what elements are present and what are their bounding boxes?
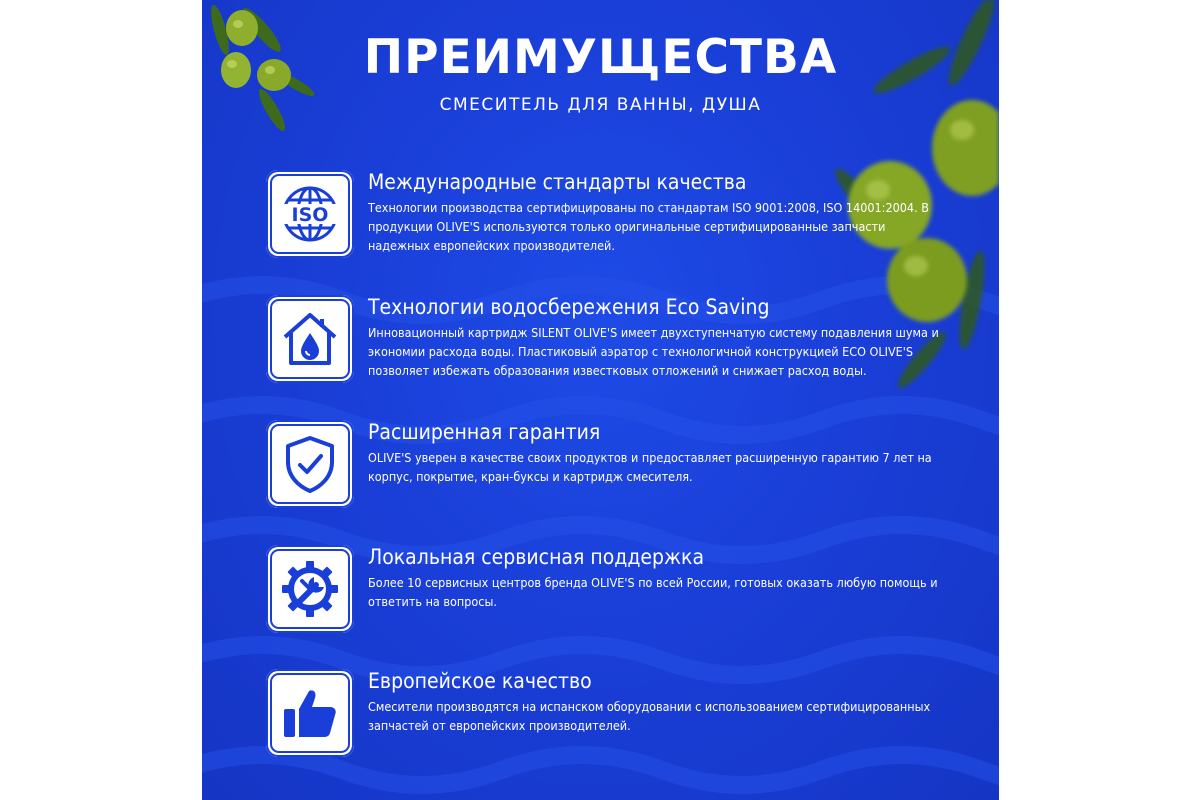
feature-description: Более 10 сервисных центров бренда OLIVE'S по всей России, готовых оказать любую помощь и ответить на вопросы. xyxy=(368,575,938,609)
feature-item-service-support xyxy=(266,545,966,637)
feature-icon-box xyxy=(266,669,354,757)
feature-item-european-quality xyxy=(266,669,966,761)
feature-icon-box xyxy=(266,170,354,258)
shield-check-icon xyxy=(280,434,340,494)
feature-title: Расширенная гарантия xyxy=(368,420,601,444)
house-water-drop-icon xyxy=(280,309,340,369)
feature-description: OLIVE'S уверен в качестве своих продуктов и предоставляет расширенную гарантию 7 лет на корпус, покрытие, кран-буксы и картридж смесителя. xyxy=(368,450,932,484)
page-title: ПРЕИМУЩЕСТВА xyxy=(363,30,838,85)
iso-globe-icon xyxy=(280,184,340,244)
feature-title: Европейское качество xyxy=(368,669,592,693)
advantages-banner xyxy=(202,0,999,800)
feature-description: Технологии производства сертифицированы по стандартам ISO 9001:2008, ISO 14001:2004. В продукции OLIVE'S используются только оригинальные сертифицированные запчасти надежных европейских производителей. xyxy=(368,200,929,253)
feature-icon-box xyxy=(266,420,354,508)
feature-item-quality-standards xyxy=(266,170,966,262)
feature-icon-box xyxy=(266,295,354,383)
page-subtitle: СМЕСИТЕЛЬ ДЛЯ ВАННЫ, ДУША xyxy=(439,95,762,115)
feature-description: Инновационный картридж SILENT OLIVE'S имеет двухступенчатую систему подавления шума и экономии расхода воды. Пластиковый аэратор с технологичной конструкцией ECO OLIVE'S позволяет избежать образования известковых отложений и снижает расход воды. xyxy=(368,325,939,378)
feature-title: Технологии водосбережения Eco Saving xyxy=(368,295,770,319)
feature-item-eco-saving xyxy=(266,295,966,387)
feature-title: Международные стандарты качества xyxy=(368,170,747,194)
iso-icon-label: ISO xyxy=(291,204,329,226)
thumbs-up-icon xyxy=(280,683,340,743)
feature-description: Смесители производятся на испанском оборудовании с использованием сертифицированных запчастей от европейских производителей. xyxy=(368,699,931,733)
gear-wrench-icon xyxy=(280,559,340,619)
feature-item-warranty xyxy=(266,420,966,512)
feature-title: Локальная сервисная поддержка xyxy=(368,545,705,569)
feature-icon-box xyxy=(266,545,354,633)
